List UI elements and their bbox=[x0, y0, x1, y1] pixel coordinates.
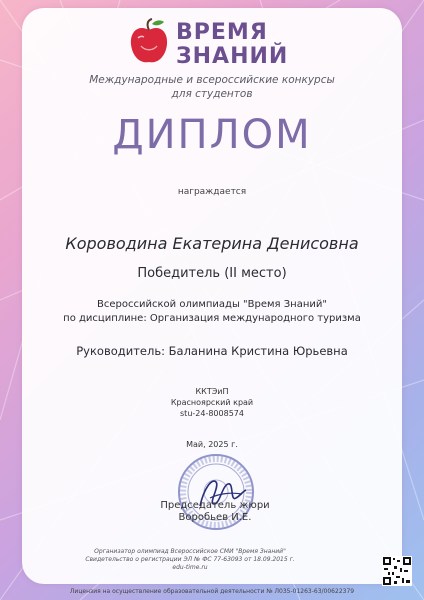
olympiad-info bbox=[0, 298, 424, 326]
leader-text: Руководитель: Баланина Кристина Юрьевна bbox=[76, 344, 348, 358]
brand-logo bbox=[128, 14, 298, 70]
diploma-title: ДИПЛОМ bbox=[112, 112, 312, 158]
chair-name: Воробьев И.Е. bbox=[178, 512, 252, 523]
org-line3: stu-24-8008574 bbox=[180, 409, 244, 418]
awarded-text: награждается bbox=[177, 187, 247, 197]
brand-line1: ВРЕМЯ bbox=[176, 20, 268, 45]
footer-website: edu-time.ru bbox=[172, 564, 208, 571]
brand-line2: ЗНАНИЙ bbox=[176, 44, 289, 69]
jury-chair bbox=[160, 500, 270, 524]
org-line1: ККТЭиП bbox=[195, 387, 229, 396]
footer-line1: Организатор олимпиад Всероссийское СМИ "Время Знаний" bbox=[94, 548, 286, 555]
footer-line2: Свидетельство о регистрации ЭЛ № ФС 77-63093 от 18.09.2015 г. bbox=[85, 556, 295, 563]
recipient-name: Короводина Екатерина Денисовна bbox=[65, 234, 359, 253]
qr-code-icon bbox=[382, 556, 412, 586]
olympiad-line2: по дисциплине: Организация международного туризма bbox=[63, 313, 361, 324]
olympiad-line1: Всероссийской олимпиады "Время Знаний" bbox=[97, 299, 327, 310]
organization-block bbox=[0, 386, 424, 419]
date-text: Май, 2025 г. bbox=[186, 440, 238, 449]
tagline-line2: для студентов bbox=[171, 88, 253, 100]
apple-icon bbox=[128, 18, 170, 66]
org-line2: Красноярский край bbox=[170, 398, 254, 407]
tagline-line1: Международные и всероссийские конкурсы bbox=[89, 74, 335, 86]
footer-info bbox=[40, 548, 340, 572]
place-text: Победитель (II место) bbox=[137, 266, 287, 281]
chair-title: Председатель жюри bbox=[160, 500, 270, 511]
license-text: Лицензия на осуществление образовательной деятельности № Л035-01263-63/00622379 bbox=[69, 588, 355, 595]
